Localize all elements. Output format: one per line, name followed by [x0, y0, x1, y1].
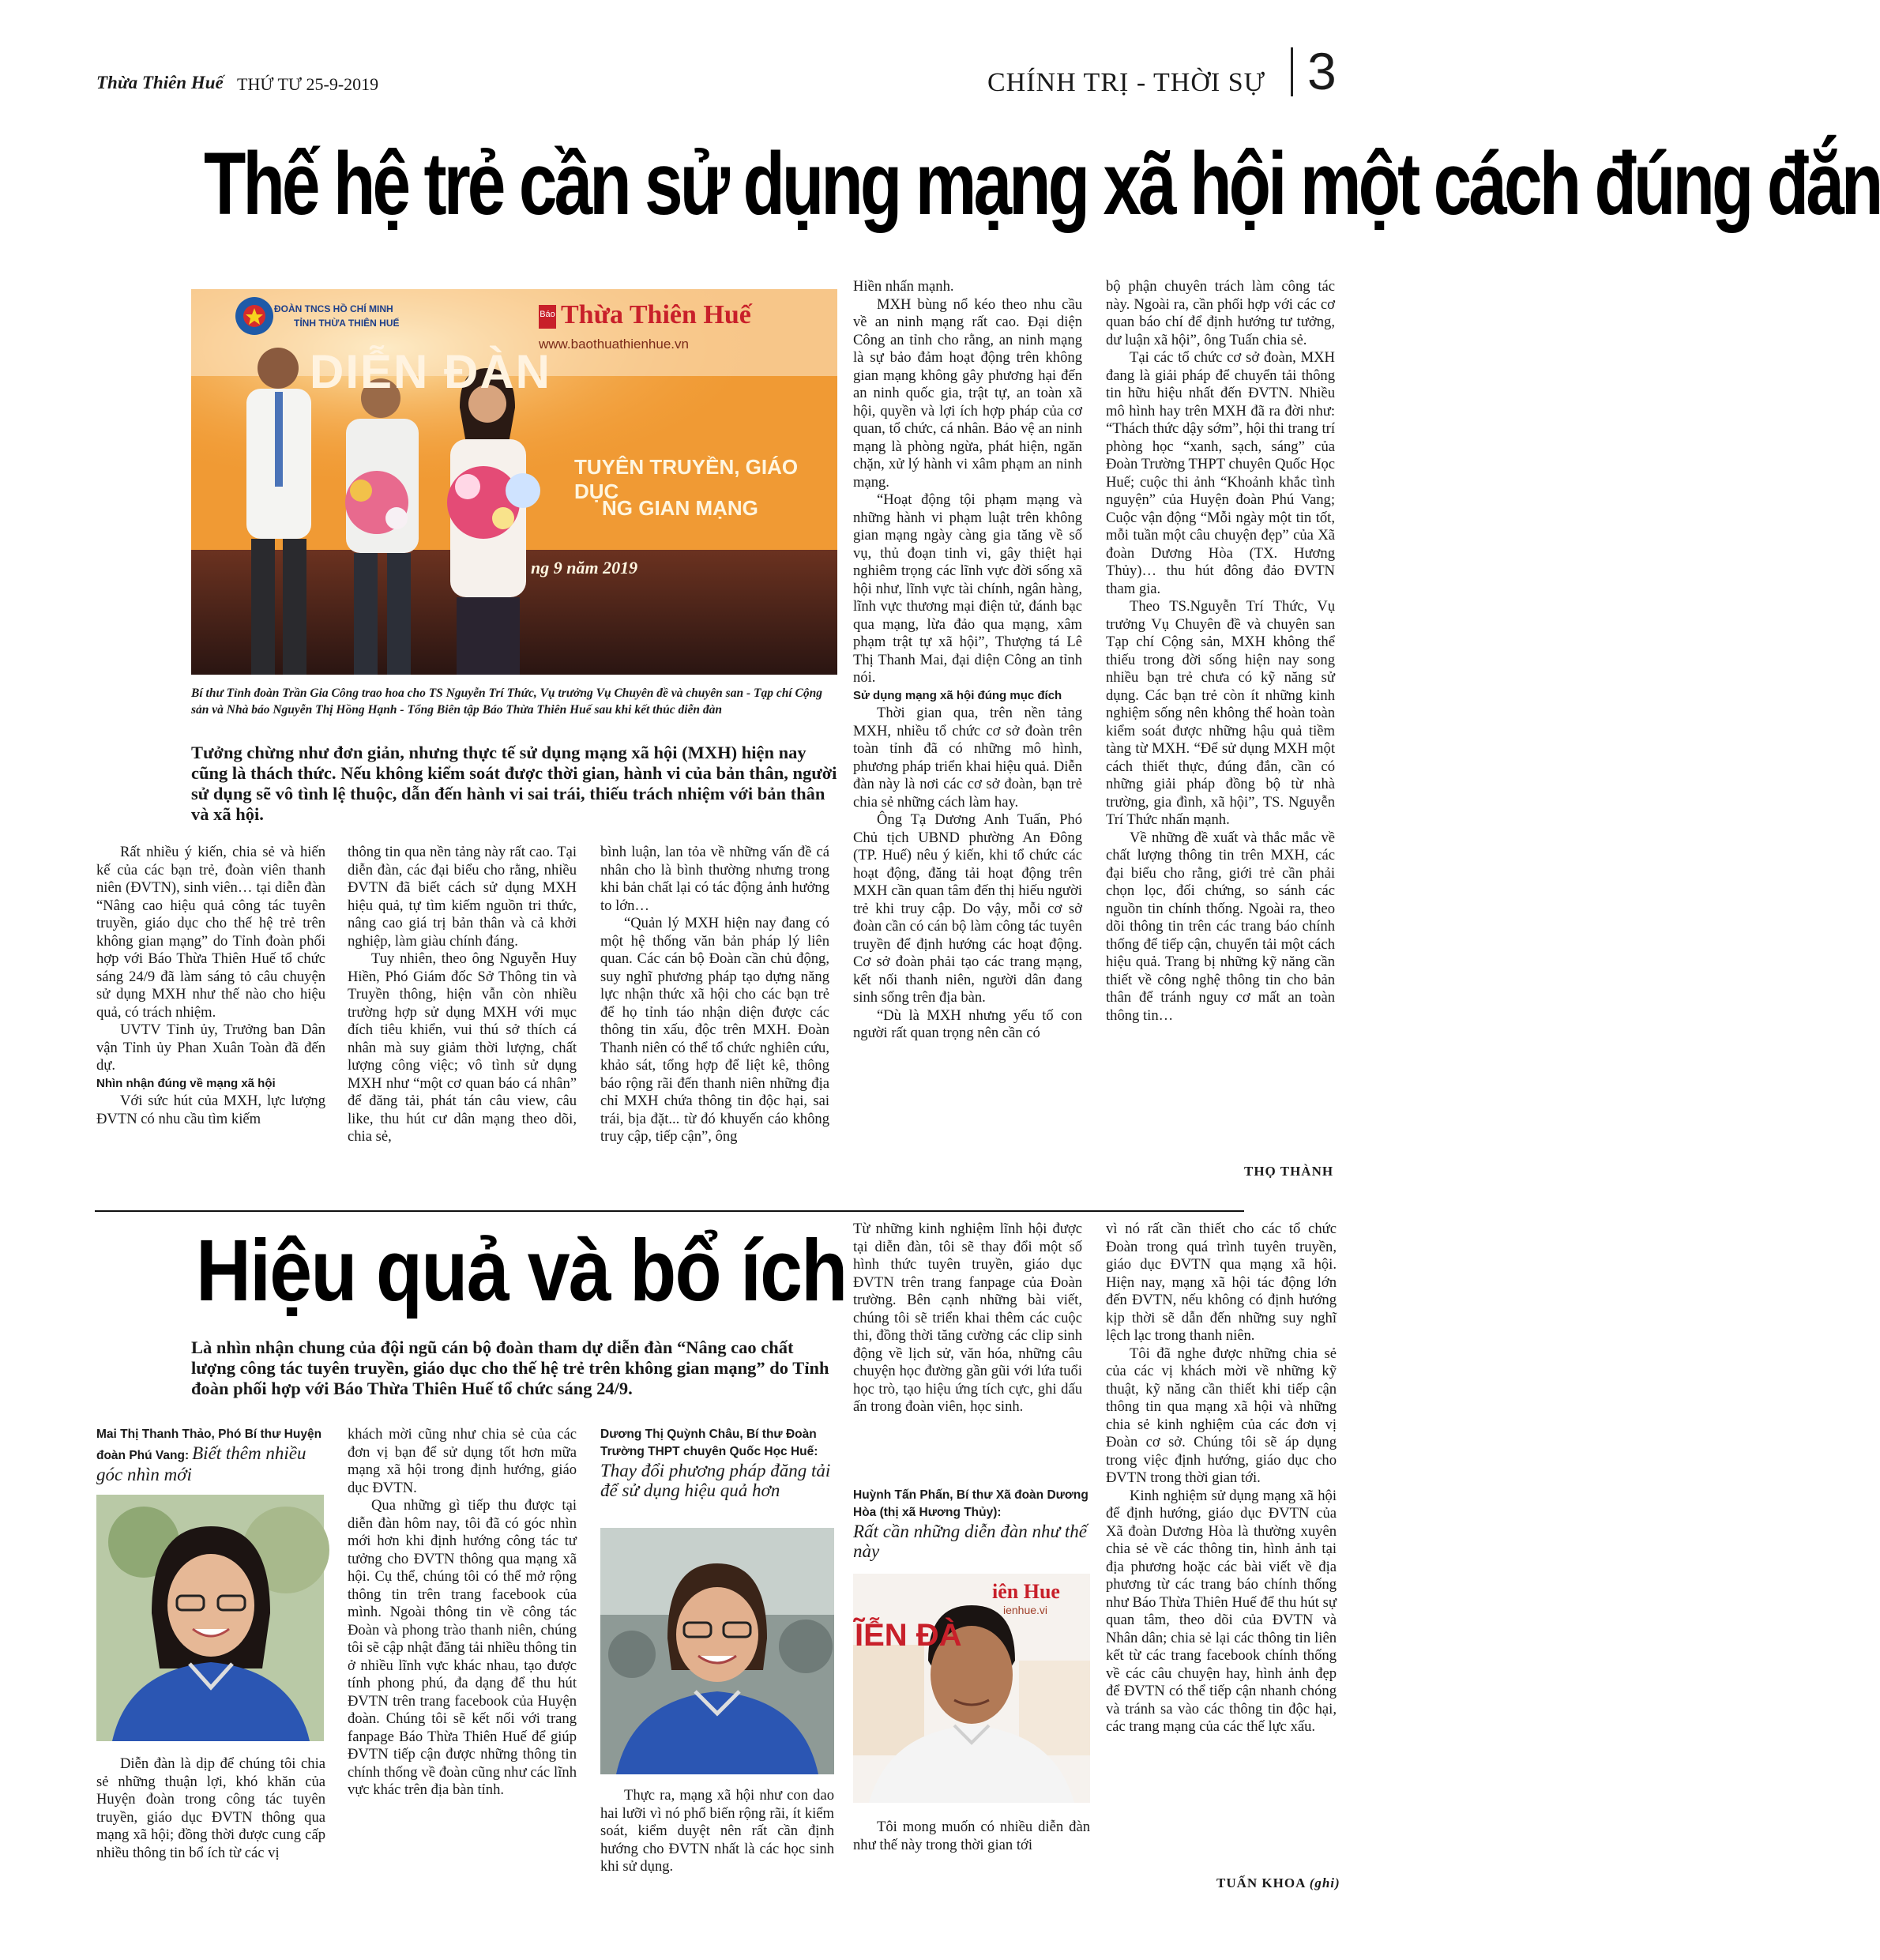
article1-column-3	[600, 844, 829, 1146]
article1-lead: Tưởng chừng như đơn giản, nhưng thực tế sử dụng mạng xã hội (MXH) hiện nay cũng là thách thức. Nếu không kiểm soát được thời gian, hành vi của bản thân, người sử dụng sẽ vô tình lệ thuộc, dẫn đến hành vi sai trái, thiếu trách nhiệm với bản thân và xã hội.	[191, 743, 837, 824]
profile-2-text-b	[853, 1221, 1082, 1416]
banner-logo-text: Thừa Thiên Huế	[561, 300, 751, 329]
profile-2-portrait-illustration	[600, 1528, 834, 1774]
photo-caption: Bí thư Tỉnh đoàn Trần Gia Công trao hoa cho TS Nguyễn Trí Thức, Vụ trưởng Vụ Chuyên đề và chuyên san - Tạp chí Cộng sản và Nhà báo Nguyễn Thị Hồng Hạnh - Tổng Biên tập Báo Thừa Thiên Huế sau khi kết thúc diễn đàn	[191, 687, 822, 717]
profile-1-quote: Biết thêm nhiều góc nhìn mới	[96, 1443, 306, 1484]
profile-1-portrait	[96, 1495, 324, 1741]
profile-3-quote: Rất cần những diễn đàn như thế này	[853, 1522, 1087, 1561]
paragraph: Tại các tổ chức cơ sở đoàn, MXH đang là giải pháp để chuyển tải thông tin hữu hiệu nhất đến ĐVTN. Nhiều mô hình hay trên MXH đã ra đời như: “Thách thức dậy sớm”, hội thi trang trí phòng học “xanh, sạch, sáng” của Đoàn Trường THPT chuyên Quốc Học Huế; cuộc thi ảnh “Khoảnh khắc tình nguyện” của Huyện đoàn Phú Vang; Cuộc vận động “Mỗi ngày một tin tốt, mỗi tuần một câu chuyện đẹp” của Xã đoàn Dương Hòa (TX. Hương Thủy)… thu hút đông đảo ĐVTN tham gia.	[1106, 349, 1335, 597]
paragraph: vì nó rất cần thiết cho các tổ chức Đoàn trong quá trình tuyên truyền, giáo dục ĐVTN qua mạng xã hội. Hiện nay, mạng xã hội tác động lớn đến ĐVTN, nếu không có định hướng kịp thời sẽ dẫn đến những suy nghĩ lệch lạc trong thanh niên.	[1106, 1221, 1337, 1344]
paragraph: “Quản lý MXH hiện nay đang có một hệ thống văn bản pháp lý liên quan. Các cán bộ Đoàn cần chủ động, suy nghĩ phương pháp tạo dựng năng lực nhận thức xã hội cho các bạn trẻ để họ tỉnh táo nhận diện được các thông tin xấu, độc trên MXH. Đoàn Thanh niên có thể tổ chức nghiên cứu, khảo sát, tổng hợp để liệt kê, thông báo rộng rãi đến thanh niên những địa chỉ MXH chứa thông tin độc hại, sai trái, bịa đặt... từ đó khuyến cáo không truy cập, tiếp cận”, ông	[600, 915, 829, 1145]
banner-logo-tag: Báo	[540, 310, 555, 319]
paragraph: bình luận, lan tỏa về những vấn đề cá nhân cho là bình thường nhưng trong khi bản chất lại có tác động ảnh hưởng to lớn…	[600, 844, 829, 914]
paragraph: Tôi mong muốn có nhiều diễn đàn như thế này trong thời gian tới	[853, 1819, 1090, 1853]
profile-3-portrait-illustration	[853, 1574, 1090, 1803]
issue-date: THỨ TƯ 25-9-2019	[237, 74, 379, 94]
section-title: CHÍNH TRỊ - THỜI SỰ	[987, 68, 1266, 97]
profile-2-name: Dương Thị Quỳnh Châu, Bí thư Đoàn Trường THPT chuyên Quốc Học Huế:	[600, 1428, 818, 1458]
banner-date: ng 9 năm 2019	[531, 558, 638, 577]
paragraph: UVTV Tỉnh ủy, Trưởng ban Dân vận Tỉnh ủy Phan Xuân Toàn đã đến dự.	[96, 1021, 325, 1074]
paragraph: Thực ra, mạng xã hội như con dao hai lưỡi vì nó phổ biến rộng rãi, ít kiểm soát, kiểm duyệt nên rất cần định hướng cho ĐVTN nhất là các học sinh khi sử dụng.	[600, 1787, 834, 1875]
profile-3-portrait	[853, 1574, 1090, 1803]
banner-fragment-3: ĨỄN ĐÀ	[855, 1618, 962, 1653]
banner-topic-2: NG GIAN MẠNG	[602, 496, 758, 520]
profile-2-text-a	[600, 1787, 834, 1876]
profile-1-text-a	[96, 1755, 325, 1862]
profile-3-heading	[853, 1487, 1090, 1561]
profile-1-heading	[96, 1426, 333, 1484]
paragraph: “Hoạt động tội phạm mạng và những hành vi phạm luật trên không gian mạng ngày càng gia tăng về số vụ, thủ đoạn tinh vi, gây thiệt hại nghiêm trọng các lĩnh vực đời sống xã hội như, lĩnh vực tài chính, ngân hàng, lĩnh vực thương mại điện tử, đánh bạc qua mạng, lừa đảo qua mạng, xâm phạm trật tự xã hội”, Thượng tá Lê Thị Thanh Mai, đại diện Công an tỉnh nói.	[853, 491, 1082, 686]
article1-byline: THỌ THÀNH	[1244, 1164, 1334, 1179]
article2-headline: Hiệu quả và bổ ích	[196, 1222, 847, 1319]
paragraph: “Dù là MXH nhưng yếu tố con người rất quan trọng nên cần có	[853, 1006, 1082, 1041]
article2-lead: Là nhìn nhận chung của đội ngũ cán bộ đoàn tham dự diễn đàn “Nâng cao chất lượng công tác tuyên truyền, giáo dục cho thế hệ trẻ trên không gian mạng” do Tỉnh đoàn phối hợp với Báo Thừa Thiên Huế tổ chức sáng 24/9.	[191, 1337, 829, 1398]
article1-headline: Thế hệ trẻ cần sử dụng mạng xã hội một cách đúng đắn	[204, 134, 1880, 233]
paragraph: Thời gian qua, trên nền tảng MXH, nhiều tổ chức cơ sở đoàn trên toàn tỉnh đã có những mô hình, phương pháp triển khai hiệu quả. Diễn đàn này là nơi các cơ sở đoàn, bạn trẻ chia sẻ những cách làm hay.	[853, 705, 1082, 811]
paragraph: Tuy nhiên, theo ông Nguyễn Huy Hiền, Phó Giám đốc Sở Thông tin và Truyền thông, hiện vẫn còn nhiều trường hợp sử dụng MXH với mục đích tiêu khiển, vui thú sở thích cá nhân mà suy giảm thời lượng, chất lượng công việc; vô tình sử dụng MXH như “một cơ quan báo cá nhân” để đăng tải, phát tán câu view, câu like, thu hút cư dân mạng theo dõi, chia sẻ,	[348, 950, 577, 1145]
paragraph: Rất nhiều ý kiến, chia sẻ và hiến kế của các bạn trẻ, đoàn viên thanh niên (ĐVTN), sinh viên… tại diễn đàn “Nâng cao hiệu quả công tác tuyên truyền, giáo dục cho thế hệ trẻ trên không gian mạng” do Tỉnh đoàn phối hợp với Báo Thừa Thiên Huế tổ chức sáng 24/9 đã làm sáng tỏ câu chuyện sử dụng MXH như thế nào cho hiệu quả, có trách nhiệm.	[96, 844, 325, 1021]
banner-fragment-2: ienhue.vi	[1003, 1604, 1048, 1616]
subhead: Nhìn nhận đúng về mạng xã hội	[96, 1076, 276, 1090]
forum-photo	[191, 289, 837, 675]
paragraph: Về những đề xuất và thắc mắc về chất lượng thông tin trên MXH, các đại biểu cho rằng, giới trẻ cần phải chọn lọc, đối chứng, so sánh các nguồn tin chính thống. Ngoài ra, theo dõi thông tin trên các trang báo chính thống để tiếp cận, chuyển tải một cách hiệu quả. Trang bị những kỹ năng cần thiết về công nghệ thông tin cho bản thân để tránh nguy cơ mất an toàn thông tin…	[1106, 829, 1335, 1024]
paragraph: thông tin qua nền tảng này rất cao. Tại diễn đàn, các đại biểu cho rằng, nhiều ĐVTN đã biết cách sử dụng MXH hiệu quả, tự tìm kiếm nguồn tri thức, nâng cao giá trị bản thân và cả khởi nghiệp, làm giàu chính đáng.	[348, 844, 577, 950]
profile-3-text-b	[1106, 1221, 1337, 1736]
article-divider	[95, 1210, 1244, 1212]
paragraph: Từ những kinh nghiệm lĩnh hội được tại diễn đàn, tôi sẽ thay đổi một số hình thức tuyên truyền, giáo dục ĐVTN trên trang fanpage của Đoàn trường. Bên cạnh những bài viết, chúng tôi sẽ triển khai thêm các cuộc thi, đồng thời tăng cường các clip sinh động về lịch sử, văn hóa, những câu chuyện học đường gần gũi với lứa tuổi học trò, tạo hiệu ứng tích cực, ghi dấu ấn trong đoàn viên, học sinh.	[853, 1221, 1082, 1415]
profile-3-name: Huỳnh Tấn Phấn, Bí thư Xã đoàn Dương Hòa (thị xã Hương Thủy):	[853, 1488, 1089, 1519]
banner-org-line2: TỈNH THỪA THIÊN HUẾ	[294, 318, 400, 329]
profile-2-heading	[600, 1426, 837, 1500]
paragraph: bộ phận chuyên trách làm công tác này. Ngoài ra, cần phối hợp với các cơ quan báo chí để định hướng tư tưởng, dư luận xã hội”, ông Tuấn chia sẻ.	[1106, 278, 1335, 348]
paragraph: Với sức hút của MXH, lực lượng ĐVTN có nhu cầu tìm kiếm	[96, 1093, 325, 1127]
profile-2-quote: Thay đổi phương pháp đăng tải để sử dụng hiệu quả hơn	[600, 1461, 831, 1500]
header-divider	[1291, 47, 1293, 96]
profile-3-text-a	[853, 1819, 1090, 1854]
banner-forum-title: DIỄN ĐÀN	[310, 345, 552, 398]
banner-topic-1: TUYÊN TRUYỀN, GIÁO DỤC	[574, 455, 799, 503]
paragraph: MXH bùng nổ kéo theo nhu cầu về an ninh mạng rất cao. Đại diện Công an tỉnh cho rằng, an ninh mạng là sự bảo đảm hoạt động trên không gian mạng không gây phương hại đến an ninh quốc gia, trật tự, an toàn xã hội, quyền và lợi ích hợp pháp của cơ quan, tổ chức, cá nhân. Bảo vệ an ninh mạng là phòng ngừa, phát hiện, ngăn chặn, xử lý hành vi xâm phạm an ninh mạng.	[853, 295, 1082, 491]
banner-fragment-1: iên Hue	[992, 1580, 1060, 1603]
paragraph: Qua những gì tiếp thu được tại diễn đàn hôm nay, tôi đã có góc nhìn mới hơn khi định hướng công tác tư tưởng cho ĐVTN thông qua mạng xã hội. Cụ thể, chúng tôi có thể mở rộng thông tin trên trang facebook của mình. Ngoài thông tin về công tác Đoàn và phong trào thanh niên, chúng tôi sẽ cập nhật đăng tải nhiều thông tin ở nhiều lĩnh vực khác nhau, tạo được tính phong phú, đa dạng để thu hút ĐVTN trên trang facebook của Huyện đoàn. Chúng tôi sẽ kết nối với trang fanpage Báo Thừa Thiên Huế để giúp ĐVTN tiếp cận được những thông tin chính thống về đoàn cũng như các lĩnh vực khác trên địa bàn tỉnh.	[348, 1497, 577, 1798]
banner-url: www.baothuathienhue.vn	[539, 337, 689, 352]
byline-note: (ghi)	[1309, 1875, 1340, 1890]
article2-byline	[1216, 1875, 1340, 1891]
paragraph: Tôi đã nghe được những chia sẻ của các vị khách mời về những kỹ thuật, kỹ năng cần thiết khi tiếp cận thông tin qua mạng xã hội và những chia sẻ kinh nghiệm của các đơn vị Đoàn cơ sở. Chúng tôi sẽ áp dụng trong việc định hướng, giáo dục cho ĐVTN trong thời gian tới.	[1106, 1345, 1337, 1486]
paragraph: khách mời cũng như chia sẻ của các đơn vị bạn để sử dụng tốt hơn mữa mạng xã hội trong định hướng, giáo dục ĐVTN.	[348, 1426, 577, 1496]
profile-1-text-b	[348, 1426, 577, 1800]
paragraph: Kinh nghiệm sử dụng mạng xã hội để định hướng, giáo dục ĐVTN của Xã đoàn Dương Hòa là thường xuyên chia sẻ về các thông tin, hình ảnh tại địa phương hoặc các bài viết về địa phương từ các trang báo chính thống như Báo Thừa Thiên Huế để thu hút sự quan tâm, theo dõi của ĐVTN và Nhân dân; chia sẻ lại các thông tin liên kết từ các trang facebook chính thống về các câu chuyện hay, hình ảnh đẹp để ĐVTN có thể tiếp cận nhanh chóng và tránh sa vào các thông tin độc hại, các trang mạng của các thế lực xấu.	[1106, 1487, 1337, 1735]
profile-2-portrait	[600, 1528, 834, 1774]
profile-1-name: Mai Thị Thanh Thảo, Phó Bí thư Huyện đoàn Phú Vang:	[96, 1428, 322, 1462]
paragraph: Hiền nhấn mạnh.	[853, 278, 954, 295]
paragraph: Ông Tạ Dương Anh Tuấn, Phó Chủ tịch UBND phường An Đông (TP. Huế) nêu ý kiến, khi tổ chức các hoạt động, đăng tải hoạt động trên MXH cần quan tâm đến thị hiếu người trẻ khi truy cập. Do vậy, mỗi cơ sở đoàn cần có cán bộ làm công tác tuyên truyền để định hướng các hoạt động. Cơ sở đoàn phải tạo các trang mạng, kết nối thanh niên, người dân đang sinh sống trên địa bàn.	[853, 811, 1082, 1006]
article1-column-1	[96, 844, 325, 1128]
article1-column-5	[1106, 278, 1335, 1025]
paragraph: Diễn đàn là dịp để chúng tôi chia sẻ những thuận lợi, khó khăn của Huyện đoàn trong công tác tuyên truyền, giáo dục ĐVTN thông qua mạng xã hội; đồng thời được cung cấp nhiều thông tin bổ ích từ các vị	[96, 1755, 325, 1861]
profile-1-portrait-illustration	[96, 1495, 324, 1741]
article1-column-2	[348, 844, 577, 1146]
subhead: Sử dụng mạng xã hội đúng mục đích	[853, 688, 1062, 702]
paragraph: Theo TS.Nguyễn Trí Thức, Vụ trưởng Vụ Chuyên đề và chuyên san Tạp chí Cộng sản, MXH không thể thiếu trong đời sống hiện nay song nhiều bạn trẻ chưa có kỹ năng sử dụng. Các bạn trẻ còn ít những kinh nghiệm sống nên không thể hoàn toàn kiểm soát được những hậu quả tiềm tàng từ MXH. “Để sử dụng MXH một cách thiết thực, đúng đắn, cần có những giải pháp đồng bộ từ nhà trường, gia đình, xã hội”, TS. Nguyễn Trí Thức nhấn mạnh.	[1106, 598, 1335, 828]
banner-org-line1: ĐOÀN TNCS HỒ CHÍ MINH	[274, 303, 393, 314]
page-number: 3	[1307, 42, 1337, 100]
article1-column-4	[853, 278, 1082, 1043]
byline-name: TUẤN KHOA	[1216, 1875, 1306, 1890]
newspaper-name: Thừa Thiên Huế	[96, 73, 224, 92]
